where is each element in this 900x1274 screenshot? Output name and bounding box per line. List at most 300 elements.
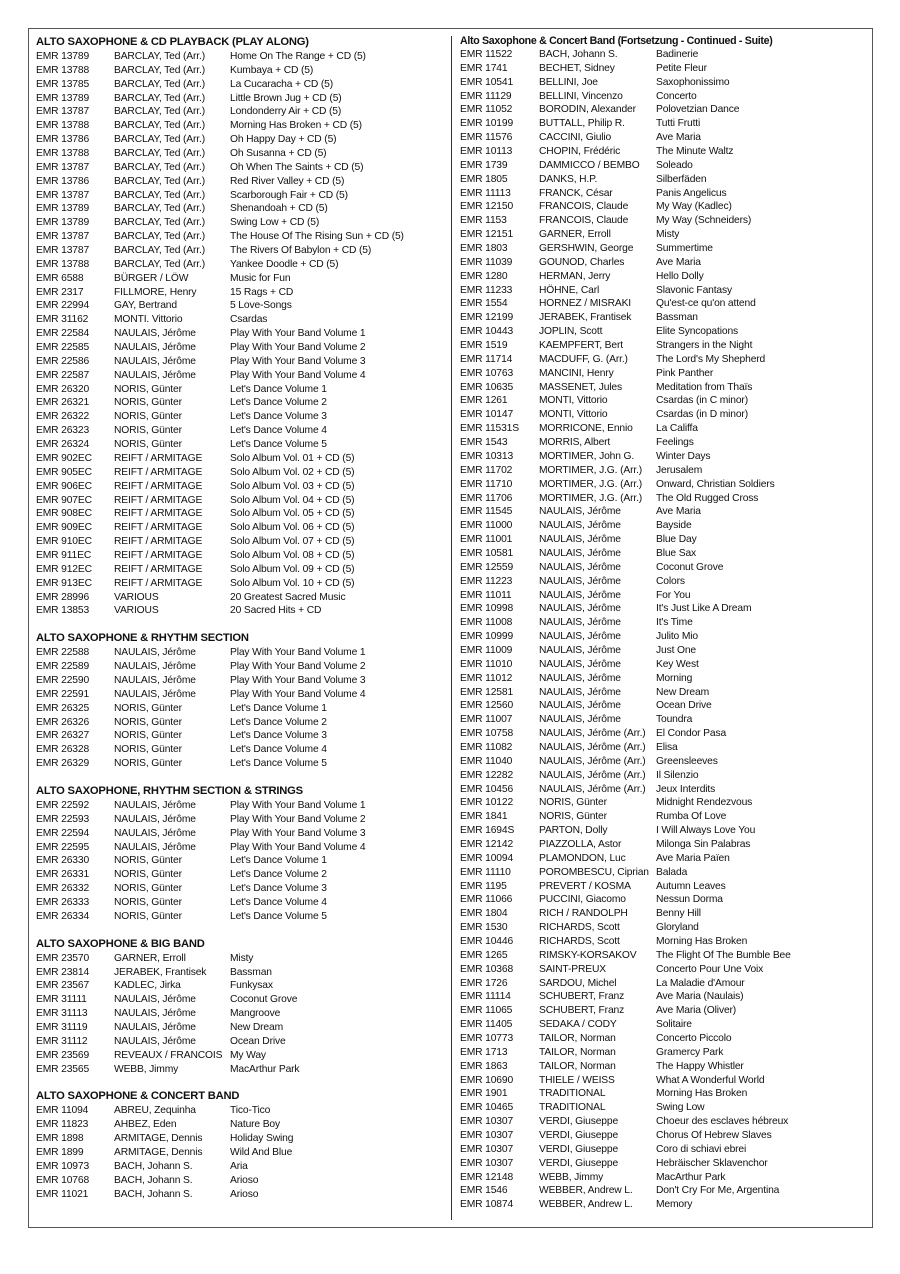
composer: NORIS, Günter bbox=[114, 744, 182, 756]
catalog-row bbox=[36, 230, 444, 244]
composer: NAULAIS, Jérôme bbox=[539, 658, 621, 670]
composer: GARNER, Erroll bbox=[114, 952, 186, 964]
catalog-row bbox=[36, 854, 444, 868]
catalog-number: EMR 13788 bbox=[36, 148, 90, 160]
composer: FRANCOIS, Claude bbox=[539, 215, 629, 227]
catalog-row bbox=[460, 519, 870, 533]
catalog-number: EMR 10973 bbox=[36, 1160, 90, 1172]
composer: NORIS, Günter bbox=[114, 758, 182, 770]
catalog-number: EMR 1261 bbox=[460, 395, 508, 407]
catalog-row bbox=[36, 674, 444, 688]
title: Ave Maria bbox=[656, 132, 701, 144]
title: I Will Always Love You bbox=[656, 825, 756, 837]
catalog-row bbox=[36, 452, 444, 466]
catalog-row bbox=[36, 507, 444, 521]
title: Elisa bbox=[656, 741, 678, 753]
catalog-row bbox=[36, 1174, 444, 1188]
title: Play With Your Band Volume 2 bbox=[230, 661, 366, 673]
composer: AHBEZ, Eden bbox=[114, 1119, 177, 1131]
composer: NAULAIS, Jérôme bbox=[539, 617, 621, 629]
title: Onward, Christian Soldiers bbox=[656, 478, 775, 490]
catalog-number: EMR 1726 bbox=[460, 977, 508, 989]
composer: VARIOUS bbox=[114, 591, 159, 603]
composer: VARIOUS bbox=[114, 605, 159, 617]
catalog-row bbox=[36, 716, 444, 730]
title: Key West bbox=[656, 658, 699, 670]
title: My Way (Schneiders) bbox=[656, 215, 752, 227]
catalog-number: EMR 10443 bbox=[460, 326, 514, 338]
title: Play With Your Band Volume 4 bbox=[230, 841, 366, 853]
catalog-number: EMR 23565 bbox=[36, 1063, 90, 1075]
catalog-row bbox=[460, 1129, 870, 1143]
catalog-number: EMR 31111 bbox=[36, 994, 87, 1006]
section-heading: Alto Saxophone & Concert Band (Fortsetzung - Continued - Suite) bbox=[460, 35, 773, 47]
composer: BARCLAY, Ted (Arr.) bbox=[114, 203, 206, 215]
catalog-row bbox=[36, 952, 444, 966]
composer: TRADITIONAL bbox=[539, 1088, 606, 1100]
title: MacArthur Park bbox=[656, 1171, 726, 1183]
composer: MORTIMER, J.G. (Arr.) bbox=[539, 464, 643, 476]
composer: BACH, Johann S. bbox=[114, 1174, 193, 1186]
title: Solitaire bbox=[656, 1019, 692, 1031]
catalog-row bbox=[36, 966, 444, 980]
title: Badinerie bbox=[656, 49, 699, 60]
catalog-number: EMR 13789 bbox=[36, 203, 90, 215]
catalog-row bbox=[36, 827, 444, 841]
title: New Dream bbox=[656, 686, 710, 698]
catalog-row bbox=[36, 1188, 444, 1202]
catalog-row bbox=[460, 1074, 870, 1088]
composer: BECHET, Sidney bbox=[539, 62, 615, 74]
composer: NORIS, Günter bbox=[114, 397, 182, 409]
catalog-row bbox=[460, 436, 870, 450]
composer: NAULAIS, Jérôme bbox=[114, 342, 196, 354]
title: Play With Your Band Volume 4 bbox=[230, 688, 366, 700]
composer: ARMITAGE, Dennis bbox=[114, 1133, 203, 1145]
catalog-row bbox=[460, 1046, 870, 1060]
composer: THIELE / WEISS bbox=[539, 1074, 615, 1086]
title: The House Of The Rising Sun + CD (5) bbox=[230, 231, 404, 243]
catalog-number: EMR 26334 bbox=[36, 910, 90, 922]
catalog-number: EMR 2317 bbox=[36, 286, 84, 298]
catalog-row bbox=[460, 1115, 870, 1129]
composer: MORTIMER, John G. bbox=[539, 450, 635, 462]
catalog-number: EMR 1195 bbox=[460, 880, 507, 892]
title: La Cucaracha + CD (5) bbox=[230, 78, 334, 90]
composer: CHOPIN, Frédéric bbox=[539, 146, 621, 158]
title: Play With Your Band Volume 2 bbox=[230, 342, 366, 354]
catalog-number: EMR 1863 bbox=[460, 1060, 508, 1072]
title: Concerto Piccolo bbox=[656, 1033, 732, 1045]
catalog-row bbox=[460, 492, 870, 506]
title: Play With Your Band Volume 1 bbox=[230, 799, 366, 811]
catalog-number: EMR 10113 bbox=[460, 146, 513, 158]
catalog-row bbox=[460, 325, 870, 339]
composer: BARCLAY, Ted (Arr.) bbox=[114, 231, 206, 243]
composer: GAY, Bertrand bbox=[114, 300, 177, 312]
composer: MACDUFF, G. (Arr.) bbox=[539, 353, 628, 365]
catalog-number: EMR 11710 bbox=[460, 478, 513, 490]
catalog-row bbox=[36, 78, 444, 92]
catalog-row bbox=[460, 893, 870, 907]
composer: FRANCK, César bbox=[539, 187, 613, 199]
title: Let's Dance Volume 5 bbox=[230, 758, 327, 770]
catalog-number: EMR 1694S bbox=[460, 825, 515, 837]
catalog-number: EMR 13787 bbox=[36, 245, 90, 257]
catalog-section bbox=[36, 937, 444, 1077]
title: Polovetzian Dance bbox=[656, 104, 740, 116]
catalog-number: EMR 10307 bbox=[460, 1143, 514, 1155]
composer: BARCLAY, Ted (Arr.) bbox=[114, 51, 206, 62]
catalog-number: EMR 1899 bbox=[36, 1147, 84, 1159]
section-gap bbox=[36, 618, 444, 631]
catalog-row bbox=[460, 769, 870, 783]
title: What A Wonderful World bbox=[656, 1074, 765, 1086]
title: Slavonic Fantasy bbox=[656, 284, 733, 296]
title: Let's Dance Volume 4 bbox=[230, 744, 327, 756]
catalog-row bbox=[36, 993, 444, 1007]
catalog-row bbox=[460, 935, 870, 949]
catalog-row bbox=[460, 547, 870, 561]
catalog-row bbox=[460, 464, 870, 478]
composer: BARCLAY, Ted (Arr.) bbox=[114, 106, 206, 118]
composer: NAULAIS, Jérôme bbox=[539, 686, 621, 698]
catalog-section bbox=[460, 35, 870, 1212]
composer: BELLINI, Joe bbox=[539, 76, 598, 88]
catalog-number: EMR 22592 bbox=[36, 799, 90, 811]
catalog-row bbox=[36, 688, 444, 702]
title: Play With Your Band Volume 3 bbox=[230, 674, 366, 686]
catalog-row bbox=[36, 1132, 444, 1146]
catalog-number: EMR 13788 bbox=[36, 64, 90, 76]
catalog-number: EMR 22587 bbox=[36, 369, 90, 381]
catalog-row bbox=[36, 896, 444, 910]
catalog-row bbox=[36, 757, 444, 771]
catalog-row bbox=[460, 533, 870, 547]
composer: BUTTALL, Philip R. bbox=[539, 118, 625, 130]
catalog-row bbox=[460, 741, 870, 755]
catalog-number: EMR 12559 bbox=[460, 561, 514, 573]
catalog-row bbox=[36, 521, 444, 535]
composer: SARDOU, Michel bbox=[539, 977, 617, 989]
catalog-row bbox=[460, 810, 870, 824]
catalog-number: EMR 31119 bbox=[36, 1022, 88, 1033]
title: Coconut Grove bbox=[656, 561, 724, 573]
composer: REIFT / ARMITAGE bbox=[114, 549, 203, 561]
composer: NAULAIS, Jérôme bbox=[539, 534, 621, 546]
catalog-number: EMR 12581 bbox=[460, 686, 514, 698]
catalog-row bbox=[460, 783, 870, 797]
catalog-row bbox=[460, 824, 870, 838]
composer: HÖHNE, Carl bbox=[539, 284, 600, 296]
catalog-number: EMR 12150 bbox=[460, 201, 514, 213]
section-heading: ALTO SAXOPHONE & CD PLAYBACK (PLAY ALONG) bbox=[36, 36, 309, 48]
catalog-number: EMR 11405 bbox=[460, 1019, 513, 1031]
composer: MONTI, Vittorio bbox=[539, 395, 608, 407]
catalog-row bbox=[36, 286, 444, 300]
title: Tutti Frutti bbox=[656, 118, 701, 130]
title: Strangers in the Night bbox=[656, 340, 753, 352]
composer: BARCLAY, Ted (Arr.) bbox=[114, 161, 206, 173]
catalog-row bbox=[460, 1101, 870, 1115]
catalog-row bbox=[460, 270, 870, 284]
title: Arioso bbox=[230, 1174, 259, 1186]
composer: BARCLAY, Ted (Arr.) bbox=[114, 64, 206, 76]
title: It's Time bbox=[656, 617, 693, 629]
catalog-row bbox=[36, 1063, 444, 1077]
catalog-number: EMR 11066 bbox=[460, 894, 513, 906]
composer: NAULAIS, Jérôme bbox=[539, 672, 621, 684]
catalog-row bbox=[36, 729, 444, 743]
title: Feelings bbox=[656, 437, 694, 449]
catalog-number: EMR 10758 bbox=[460, 728, 514, 740]
title: Solo Album Vol. 09 + CD (5) bbox=[230, 563, 355, 575]
composer: NAULAIS, Jérôme bbox=[539, 561, 621, 573]
catalog-number: EMR 11576 bbox=[460, 132, 513, 144]
composer: MASSENET, Jules bbox=[539, 381, 623, 393]
composer: NORIS, Günter bbox=[539, 811, 607, 823]
catalog-row bbox=[460, 173, 870, 187]
catalog-number: EMR 26323 bbox=[36, 425, 90, 437]
catalog-row bbox=[36, 258, 444, 272]
composer: GOUNOD, Charles bbox=[539, 256, 625, 268]
title: Music for Fun bbox=[230, 272, 291, 284]
catalog-row bbox=[460, 1143, 870, 1157]
catalog-row bbox=[460, 1184, 870, 1198]
composer: BARCLAY, Ted (Arr.) bbox=[114, 245, 206, 257]
catalog-row bbox=[460, 381, 870, 395]
title: Let's Dance Volume 2 bbox=[230, 397, 327, 409]
catalog-number: EMR 13788 bbox=[36, 120, 90, 132]
composer: BARCLAY, Ted (Arr.) bbox=[114, 217, 206, 229]
title: Wild And Blue bbox=[230, 1147, 293, 1159]
title: Home On The Range + CD (5) bbox=[230, 51, 366, 62]
title: Morning bbox=[656, 672, 693, 684]
composer: REIFT / ARMITAGE bbox=[114, 536, 203, 548]
catalog-number: EMR 12282 bbox=[460, 769, 514, 781]
title: Solo Album Vol. 08 + CD (5) bbox=[230, 549, 355, 561]
title: Meditation from Thaïs bbox=[656, 381, 753, 393]
catalog-row bbox=[36, 244, 444, 258]
composer: NAULAIS, Jérôme bbox=[539, 506, 621, 518]
title: 15 Rags + CD bbox=[230, 286, 294, 298]
section-heading: ALTO SAXOPHONE, RHYTHM SECTION & STRINGS bbox=[36, 784, 303, 797]
composer: MORRICONE, Ennio bbox=[539, 423, 633, 435]
catalog-row bbox=[460, 131, 870, 145]
catalog-number: EMR 22590 bbox=[36, 674, 90, 686]
title: 5 Love-Songs bbox=[230, 300, 292, 312]
catalog-number: EMR 908EC bbox=[36, 508, 92, 520]
catalog-row bbox=[36, 494, 444, 508]
catalog-number: EMR 11714 bbox=[460, 353, 513, 365]
title: Let's Dance Volume 1 bbox=[230, 855, 327, 867]
title: Memory bbox=[656, 1199, 693, 1211]
composer: BELLINI, Vincenzo bbox=[539, 90, 623, 102]
composer: NAULAIS, Jérôme bbox=[114, 827, 196, 839]
catalog-number: EMR 26326 bbox=[36, 716, 90, 728]
composer: NAULAIS, Jérôme bbox=[539, 644, 621, 656]
composer: VERDI, Giuseppe bbox=[539, 1130, 619, 1142]
title: Solo Album Vol. 05 + CD (5) bbox=[230, 508, 355, 520]
catalog-row bbox=[36, 327, 444, 341]
catalog-row bbox=[460, 713, 870, 727]
composer: JERABEK, Frantisek bbox=[539, 312, 632, 324]
catalog-row bbox=[460, 949, 870, 963]
catalog-number: EMR 31112 bbox=[36, 1035, 88, 1047]
composer: BARCLAY, Ted (Arr.) bbox=[114, 120, 206, 132]
catalog-row bbox=[460, 1087, 870, 1101]
catalog-number: EMR 905EC bbox=[36, 466, 92, 478]
title: Hello Dolly bbox=[656, 270, 704, 282]
composer: RICHARDS, Scott bbox=[539, 936, 620, 947]
catalog-number: EMR 26324 bbox=[36, 439, 90, 451]
catalog-number: EMR 23567 bbox=[36, 980, 90, 992]
catalog-row bbox=[36, 341, 444, 355]
catalog-row bbox=[460, 1004, 870, 1018]
catalog-row bbox=[460, 62, 870, 76]
catalog-row bbox=[460, 1018, 870, 1032]
catalog-number: EMR 26333 bbox=[36, 896, 90, 908]
title: Winter Days bbox=[656, 450, 711, 462]
catalog-row bbox=[460, 575, 870, 589]
catalog-number: EMR 22585 bbox=[36, 342, 90, 354]
title: Funkysax bbox=[230, 980, 273, 992]
title: 20 Greatest Sacred Music bbox=[230, 591, 346, 603]
column-divider bbox=[451, 36, 452, 1220]
catalog-number: EMR 11011 bbox=[460, 589, 512, 601]
catalog-row bbox=[460, 921, 870, 935]
catalog-row bbox=[460, 256, 870, 270]
catalog-section bbox=[36, 631, 444, 771]
title: Soleado bbox=[656, 159, 693, 171]
catalog-number: EMR 10446 bbox=[460, 936, 514, 947]
catalog-number: EMR 22594 bbox=[36, 827, 90, 839]
catalog-number: EMR 1804 bbox=[460, 908, 508, 920]
composer: RICH / RANDOLPH bbox=[539, 908, 628, 920]
catalog-number: EMR 913EC bbox=[36, 577, 92, 589]
catalog-number: EMR 1741 bbox=[460, 62, 508, 74]
composer: TAILOR, Norman bbox=[539, 1060, 616, 1072]
catalog-row bbox=[36, 1021, 444, 1035]
title: Tico-Tico bbox=[230, 1105, 271, 1117]
section-heading: ALTO SAXOPHONE & CONCERT BAND bbox=[36, 1090, 240, 1103]
composer: MORTIMER, J.G. (Arr.) bbox=[539, 492, 643, 504]
catalog-row bbox=[460, 1171, 870, 1185]
title: Swing Low bbox=[656, 1102, 705, 1114]
title: Pink Panther bbox=[656, 367, 714, 379]
composer: GARNER, Erroll bbox=[539, 229, 611, 241]
catalog-number: EMR 10581 bbox=[460, 547, 514, 559]
composer: NAULAIS, Jérôme bbox=[114, 1035, 196, 1047]
composer: NAULAIS, Jérôme bbox=[114, 688, 196, 700]
catalog-number: EMR 26329 bbox=[36, 758, 90, 770]
catalog-row bbox=[460, 963, 870, 977]
title: Ave Maria bbox=[656, 256, 701, 268]
catalog-row bbox=[460, 1198, 870, 1212]
title: Solo Album Vol. 01 + CD (5) bbox=[230, 452, 355, 464]
catalog-number: EMR 6588 bbox=[36, 272, 84, 284]
catalog-row bbox=[460, 242, 870, 256]
catalog-number: EMR 22584 bbox=[36, 328, 90, 340]
title: Let's Dance Volume 4 bbox=[230, 896, 327, 908]
composer: NORIS, Günter bbox=[114, 383, 182, 395]
composer: NORIS, Günter bbox=[114, 702, 182, 714]
composer: NORIS, Günter bbox=[114, 883, 182, 895]
catalog-row bbox=[36, 702, 444, 716]
catalog-number: EMR 907EC bbox=[36, 494, 92, 506]
composer: NAULAIS, Jérôme (Arr.) bbox=[539, 741, 646, 753]
catalog-row bbox=[460, 616, 870, 630]
composer: PUCCINI, Giacomo bbox=[539, 894, 626, 906]
catalog-number: EMR 10998 bbox=[460, 603, 514, 615]
title: The Minute Waltz bbox=[656, 146, 734, 158]
catalog-row bbox=[460, 644, 870, 658]
composer: SEDAKA / CODY bbox=[539, 1019, 617, 1031]
title: Oh When The Saints + CD (5) bbox=[230, 161, 364, 173]
catalog-number: EMR 1898 bbox=[36, 1133, 84, 1145]
catalog-number: EMR 11010 bbox=[460, 658, 513, 670]
catalog-row bbox=[460, 1032, 870, 1046]
title: Ave Maria Païen bbox=[656, 852, 730, 864]
title: Ave Maria (Oliver) bbox=[656, 1005, 737, 1017]
composer: BARCLAY, Ted (Arr.) bbox=[114, 78, 206, 90]
title: New Dream bbox=[230, 1022, 284, 1033]
composer: NAULAIS, Jérôme (Arr.) bbox=[539, 783, 646, 795]
section-heading: ALTO SAXOPHONE & BIG BAND bbox=[36, 937, 205, 950]
catalog-number: EMR 1519 bbox=[460, 340, 508, 352]
composer: GERSHWIN, George bbox=[539, 243, 634, 255]
catalog-number: EMR 10307 bbox=[460, 1130, 514, 1142]
catalog-row bbox=[36, 64, 444, 78]
composer: NORIS, Günter bbox=[114, 855, 182, 867]
composer: REIFT / ARMITAGE bbox=[114, 480, 203, 492]
title: My Way (Kadlec) bbox=[656, 201, 732, 213]
composer: NAULAIS, Jérôme bbox=[114, 328, 196, 340]
catalog-number: EMR 910EC bbox=[36, 536, 92, 548]
catalog-number: EMR 12142 bbox=[460, 838, 514, 850]
catalog-number: EMR 26325 bbox=[36, 702, 90, 714]
composer: FILLMORE, Henry bbox=[114, 286, 197, 298]
catalog-number: EMR 912EC bbox=[36, 563, 92, 575]
catalog-number: EMR 10874 bbox=[460, 1199, 514, 1211]
title: Csardas bbox=[230, 314, 268, 326]
catalog-number: EMR 10368 bbox=[460, 963, 514, 975]
catalog-row bbox=[460, 727, 870, 741]
catalog-row bbox=[460, 880, 870, 894]
composer: PLAMONDON, Luc bbox=[539, 852, 626, 864]
title: Mangroove bbox=[230, 1008, 281, 1020]
composer: NAULAIS, Jérôme (Arr.) bbox=[539, 755, 646, 767]
composer: NAULAIS, Jérôme bbox=[114, 1008, 196, 1020]
composer: POROMBESCU, Ciprian bbox=[539, 866, 649, 878]
title: Saxophonissimo bbox=[656, 76, 730, 88]
title: Arioso bbox=[230, 1188, 259, 1200]
composer: SAINT-PREUX bbox=[539, 963, 607, 975]
right-column bbox=[460, 35, 870, 1212]
title: Morning Has Broken bbox=[656, 936, 748, 947]
catalog-row bbox=[36, 799, 444, 813]
catalog-number: EMR 13789 bbox=[36, 51, 90, 62]
catalog-row bbox=[460, 145, 870, 159]
composer: BARCLAY, Ted (Arr.) bbox=[114, 258, 206, 270]
catalog-number: EMR 22595 bbox=[36, 841, 90, 853]
title: Aria bbox=[230, 1160, 248, 1172]
catalog-number: EMR 11531S bbox=[460, 423, 519, 435]
catalog-row bbox=[460, 90, 870, 104]
catalog-row bbox=[36, 577, 444, 591]
title: Let's Dance Volume 3 bbox=[230, 883, 327, 895]
title: Blue Day bbox=[656, 534, 697, 546]
